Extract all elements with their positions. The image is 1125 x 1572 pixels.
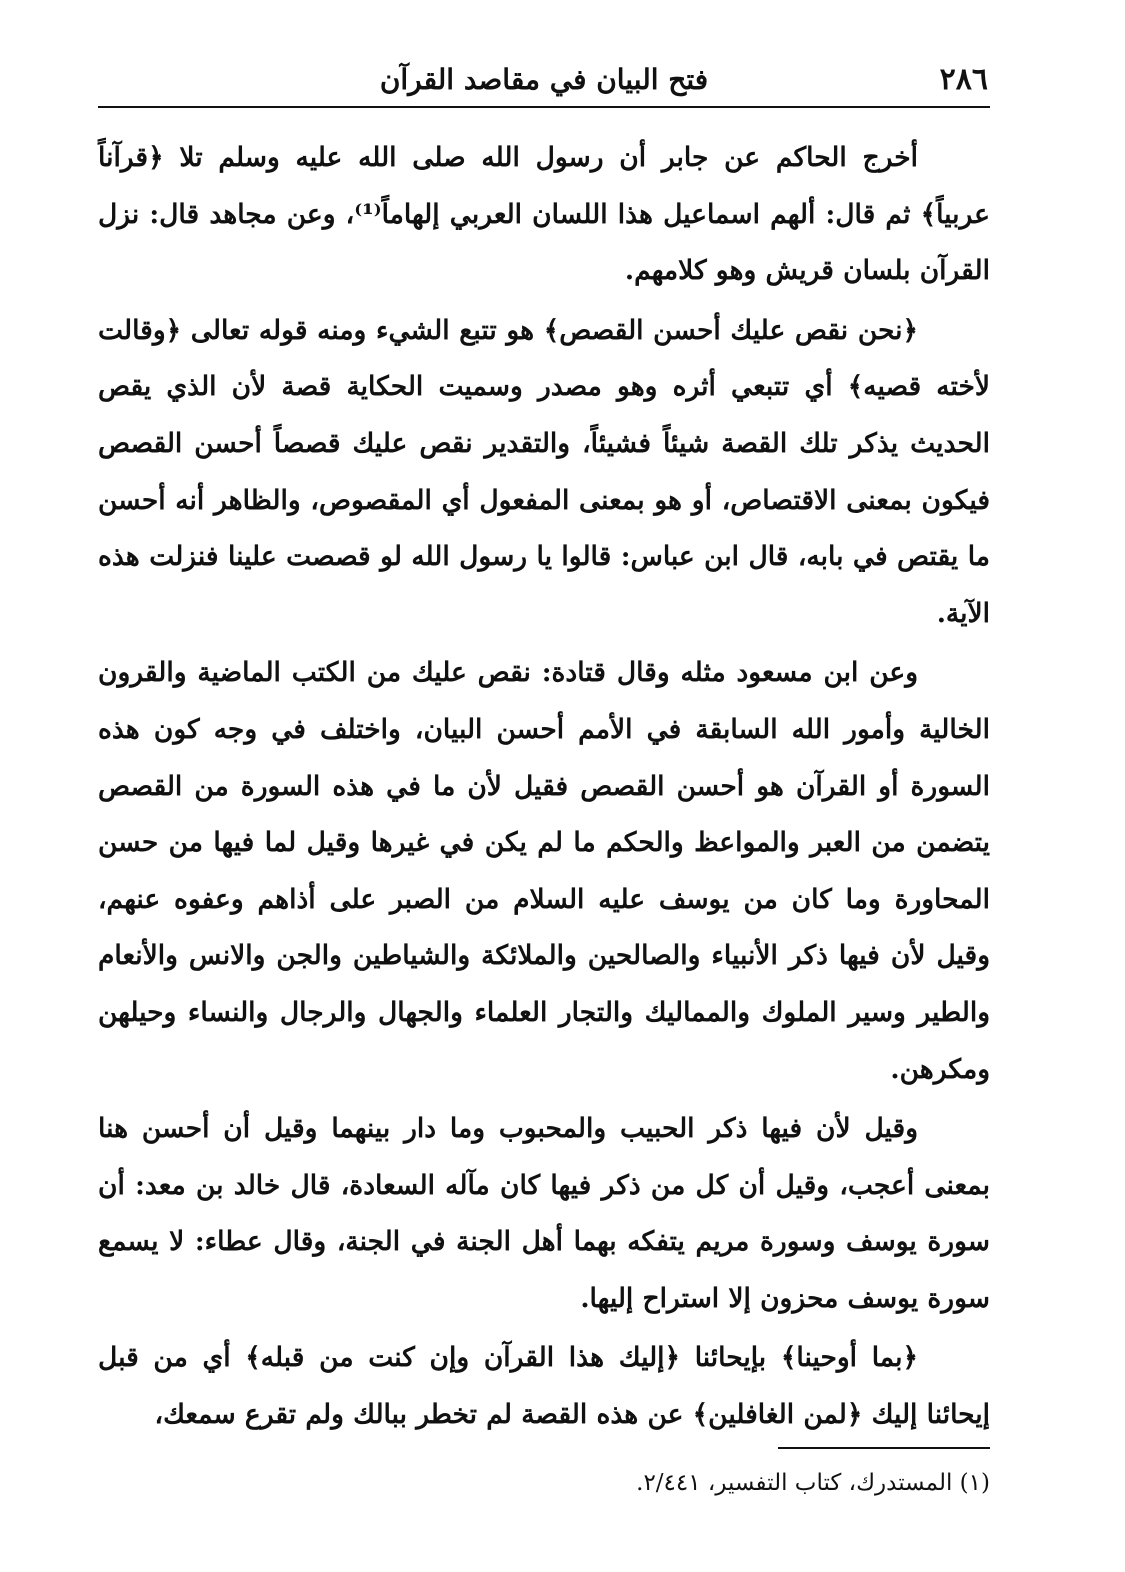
- running-title: فتح البيان في مقاصد القرآن: [379, 63, 709, 96]
- paragraph: وعن ابن مسعود مثله وقال قتادة: نقص عليك من الكتب الماضية والقرون الخالية وأمور الله السابقة في الأمم أحسن البيان، واختلف في وجه كون هذه السورة أو القرآن هو أحسن القصص فقيل لأن ما في هذه السورة من القصص يتضمن من العبر والمواعظ والحكم ما لم يكن في غيرها وقيل لما فيها من حسن المحاورة وما كان من يوسف عليه السلام من الصبر على أذاهم وعفوه عنهم، وقيل لأن فيها ذكر الأنبياء والصالحين والملائكة والشياطين والجن والانس والأنعام والطير وسير الملوك والمماليك والتجار العلماء والجهال والرجال والنساء وحيلهن ومكرهن.: [98, 657, 990, 1085]
- footnote: (١) المستدرك، كتاب التفسير، ٢/٤٤١.: [636, 1470, 990, 1496]
- paragraph: ﴿بما أوحينا﴾ بإيحائنا ﴿إليك هذا القرآن وإن كنت من قبله﴾ أي من قبل إيحائنا إليك ﴿لمن الغافلين﴾ عن هذه القصة لم تخطر ببالك ولم تقرع سمعك،: [98, 1342, 990, 1431]
- paragraph: وقيل لأن فيها ذكر الحبيب والمحبوب وما دار بينهما وقيل أن أحسن هنا بمعنى أعجب، وقيل أن كل من ذكر فيها كان مآله السعادة، قال خالد بن معد: أن سورة يوسف وسورة مريم يتفكه بهما أهل الجنة في الجنة، وقال عطاء: لا يسمع سورة يوسف محزون إلا استراح إليها.: [98, 1113, 990, 1314]
- page-header: [98, 58, 990, 102]
- paragraph: أخرج الحاكم عن جابر أن رسول الله صلى الله عليه وسلم تلا ﴿قرآناً عربياً﴾ ثم قال: ألهم اسماعيل هذا اللسان العربي إلهاماً⁽¹⁾، وعن مجاهد قال: نزل القرآن بلسان قريش وهو كلامهم.: [98, 142, 990, 287]
- footnote-divider: [778, 1447, 990, 1449]
- header-divider: [98, 106, 990, 108]
- paragraph: ﴿نحن نقص عليك أحسن القصص﴾ هو تتبع الشيء ومنه قوله تعالى ﴿وقالت لأخته قصيه﴾ أي تتبعي أثره وهو مصدر وسميت الحكاية قصة لأن الذي يقص الحديث يذكر تلك القصة شيئاً فشيئاً، والتقدير نقص عليك قصصاً أحسن القصص فيكون بمعنى الاقتصاص، أو هو بمعنى المفعول أي المقصوص، والظاهر أنه أحسن ما يقتص في بابه، قال ابن عباس: قالوا يا رسول الله لو قصصت علينا فنزلت هذه الآية.: [98, 314, 990, 629]
- page-number: ٢٨٦: [939, 62, 988, 97]
- body-text: [98, 130, 990, 1447]
